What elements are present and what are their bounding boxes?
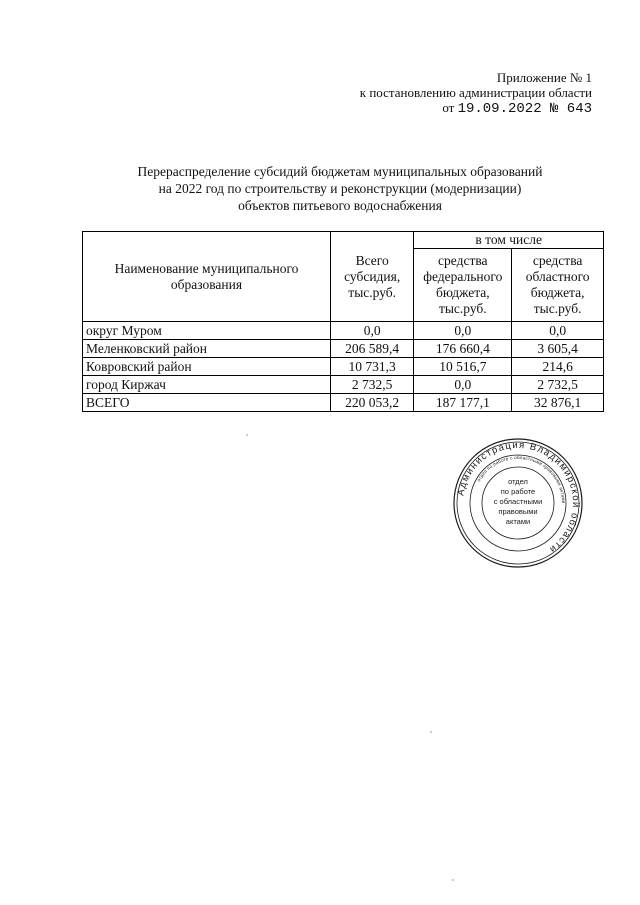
cell-name: город Киржач [83, 376, 331, 394]
subsidy-table [82, 231, 604, 412]
scan-speck [452, 879, 454, 881]
appendix-date-prefix: от [442, 100, 455, 115]
table-row [83, 376, 604, 394]
svg-text:актами: актами [505, 517, 531, 526]
scan-speck [246, 434, 248, 436]
appendix-date [360, 100, 592, 117]
cell-federal: 10 516,7 [414, 358, 512, 376]
cell-total: 206 589,4 [330, 340, 413, 358]
official-stamp [452, 437, 584, 569]
stamp-ring-text: Администрация Владимирской области [455, 439, 582, 556]
svg-text:с областными: с областными [493, 497, 543, 506]
appendix-header [360, 70, 592, 117]
header-regional: средства областного бюджета, тыс.руб. [512, 249, 604, 322]
cell-federal: 0,0 [414, 376, 512, 394]
table-row [83, 322, 604, 340]
header-name: Наименование муниципального образования [83, 232, 331, 322]
header-including: в том числе [414, 232, 604, 249]
cell-regional: 0,0 [512, 322, 604, 340]
title-line-1: Перераспределение субсидий бюджетам муниципальных образований [137, 164, 543, 179]
title-line-3: объектов питьевого водоснабжения [238, 198, 442, 213]
svg-text:правовыми: правовыми [498, 507, 538, 516]
svg-text:по работе: по работе [500, 487, 536, 496]
svg-text:отдел: отдел [508, 477, 528, 486]
appendix-number: Приложение № 1 [496, 70, 592, 85]
cell-regional: 2 732,5 [512, 376, 604, 394]
cell-regional: 3 605,4 [512, 340, 604, 358]
cell-total: 220 053,2 [330, 394, 413, 412]
cell-name: Меленковский район [83, 340, 331, 358]
cell-total: 10 731,3 [330, 358, 413, 376]
stamp-inner-ring-text: отдел по работе с областными правовыми актами [475, 454, 567, 504]
cell-federal: 187 177,1 [414, 394, 512, 412]
cell-name: Ковровский район [83, 358, 331, 376]
table-row-total [83, 394, 604, 412]
cell-name: округ Муром [83, 322, 331, 340]
table-row [83, 340, 604, 358]
header-federal: средства федерального бюджета, тыс.руб. [414, 249, 512, 322]
title-line-2: на 2022 год по строительству и реконструкции (модернизации) [158, 181, 522, 196]
appendix-reference: к постановлению администрации области [359, 85, 592, 100]
header-total: Всего субсидия, тыс.руб. [330, 232, 413, 322]
cell-regional: 32 876,1 [512, 394, 604, 412]
stamp-center-text [494, 477, 543, 526]
table-row [83, 358, 604, 376]
document-title [90, 163, 590, 214]
cell-regional: 214,6 [512, 358, 604, 376]
cell-name: ВСЕГО [83, 394, 331, 412]
scan-speck [430, 731, 432, 733]
cell-federal: 176 660,4 [414, 340, 512, 358]
cell-total: 0,0 [330, 322, 413, 340]
cell-federal: 0,0 [414, 322, 512, 340]
cell-total: 2 732,5 [330, 376, 413, 394]
appendix-date-number: 19.09.2022 № 643 [457, 101, 592, 117]
